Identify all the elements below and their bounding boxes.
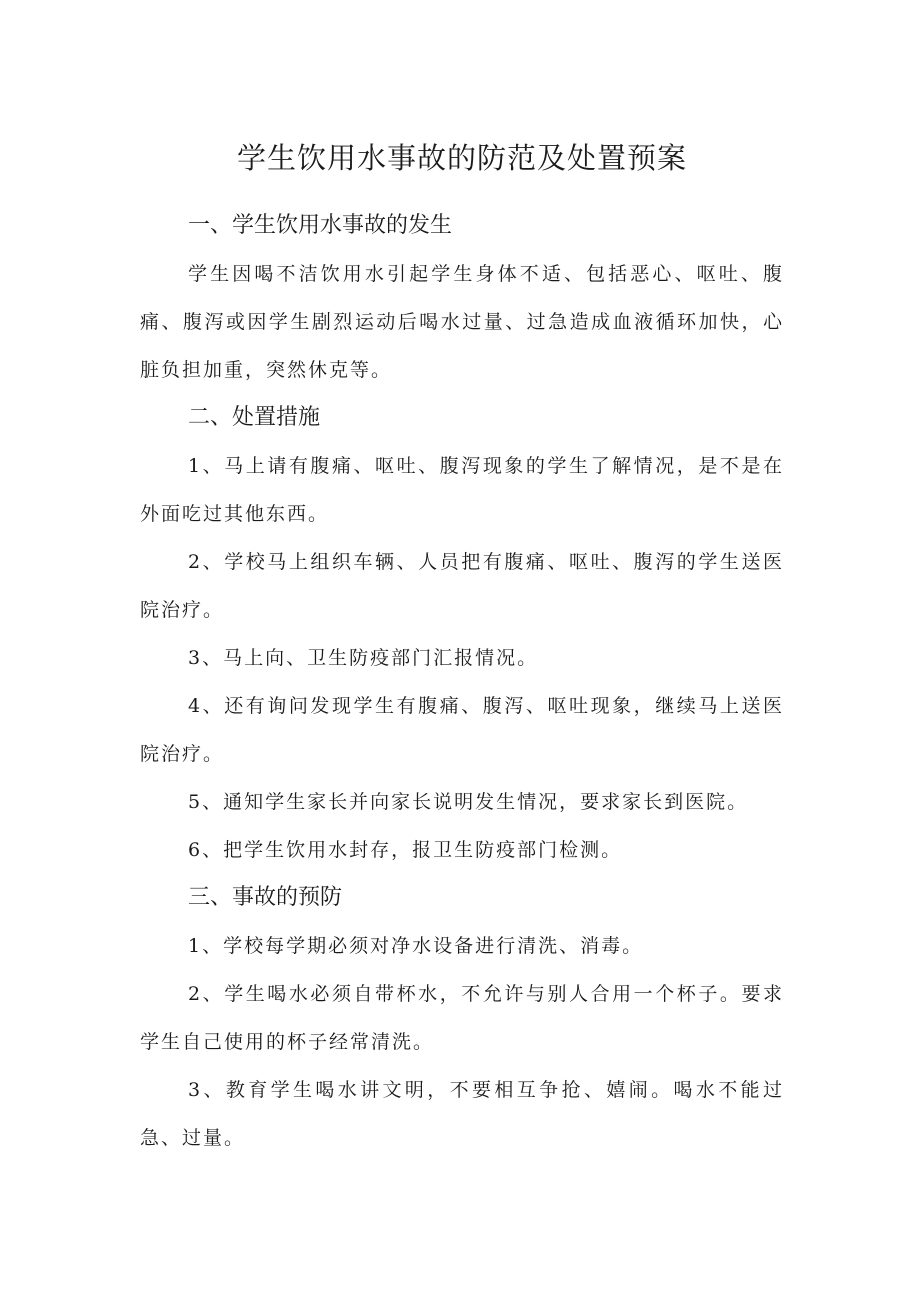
measure-item-6: 6、把学生饮用水封存，报卫生防疫部门检测。 [188,839,623,861]
measure-item-5: 5、通知学生家长并向家长说明发生情况，要求家长到医院。 [188,791,749,813]
prevention-item-1: 1、学校每学期必须对净水设备进行清洗、消毒。 [188,935,644,957]
section-heading-measures: 二、处置措施 [188,405,321,430]
measure-item-4: 4、还有询问发现学生有腹痛、腹泻、呕吐现象，继续马上送医院治疗。 [140,695,784,765]
measure-item-3: 3、马上向、卫生防疫部门汇报情况。 [188,647,539,669]
measure-item-1: 1、马上请有腹痛、呕吐、腹泻现象的学生了解情况，是不是在外面吃过其他东西。 [140,455,784,525]
measure-item-2: 2、学校马上组织车辆、人员把有腹痛、呕吐、腹泻的学生送医院治疗。 [140,551,784,621]
document-body [140,136,784,1162]
section-heading-occurrence: 一、学生饮用水事故的发生 [188,213,453,238]
section-heading-prevention: 三、事故的预防 [188,885,343,910]
document-title: 学生饮用水事故的防范及处置预案 [236,141,687,175]
prevention-item-2: 2、学生喝水必须自带杯水，不允许与别人合用一个杯子。要求学生自己使用的杯子经常清洗。 [140,983,784,1053]
paragraph-occurrence: 学生因喝不洁饮用水引起学生身体不适、包括恶心、呕吐、腹痛、腹泻或因学生剧烈运动后喝水过量、过急造成血液循环加快，心脏负担加重，突然休克等。 [140,263,784,381]
prevention-item-3: 3、教育学生喝水讲文明，不要相互争抢、嬉闹。喝水不能过急、过量。 [140,1079,784,1149]
